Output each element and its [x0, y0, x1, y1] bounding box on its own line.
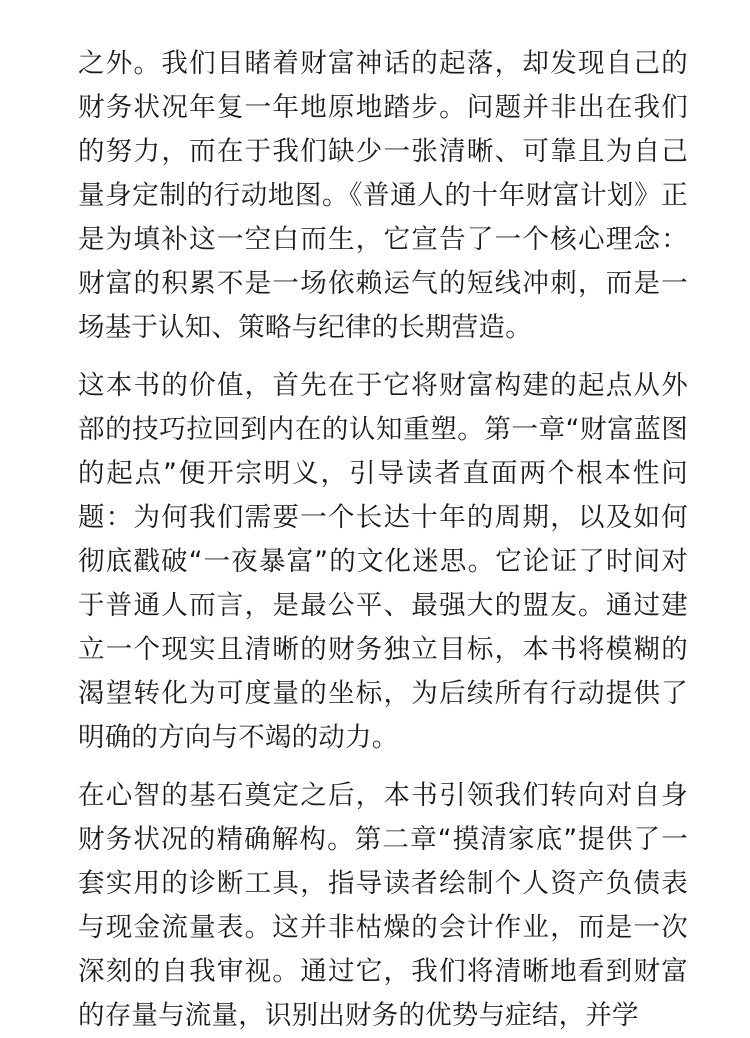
article-body: [78, 42, 688, 1038]
paragraph-3: 在心智的基石奠定之后，本书引领我们转向对自身财务状况的精确解构。第二章“摸清家底”提供了一套实用的诊断工具，指导读者绘制个人资产负债表与现金流量表。这并非枯燥的会计作业，而是一次深刻的自我审视。通过它，我们将清晰地看到财富的存量与流量，识别出财务的优势与症结，并学: [78, 780, 688, 1031]
paragraph-1: 之外。我们目睹着财富神话的起落，却发现自己的财务状况年复一年地原地踏步。问题并非出在我们的努力，而在于我们缺少一张清晰、可靠且为自己量身定制的行动地图。《普通人的十年财富计划》正是为填补这一空白而生，它宣告了一个核心理念：财富的积累不是一场依赖运气的短线冲刺，而是一场基于认知、策略与纪律的长期营造。: [78, 48, 688, 343]
paragraph-2: 这本书的价值，首先在于它将财富构建的起点从外部的技巧拉回到内在的认知重塑。第一章“财富蓝图的起点”便开宗明义，引导读者直面两个根本性问题：为何我们需要一个长达十年的周期，以及如何彻底戳破“一夜暴富”的文化迷思。它论证了时间对于普通人而言，是最公平、最强大的盟友。通过建立一个现实且清晰的财务独立目标，本书将模糊的渴望转化为可度量的坐标，为后续所有行动提供了明确的方向与不竭的动力。: [78, 370, 688, 753]
